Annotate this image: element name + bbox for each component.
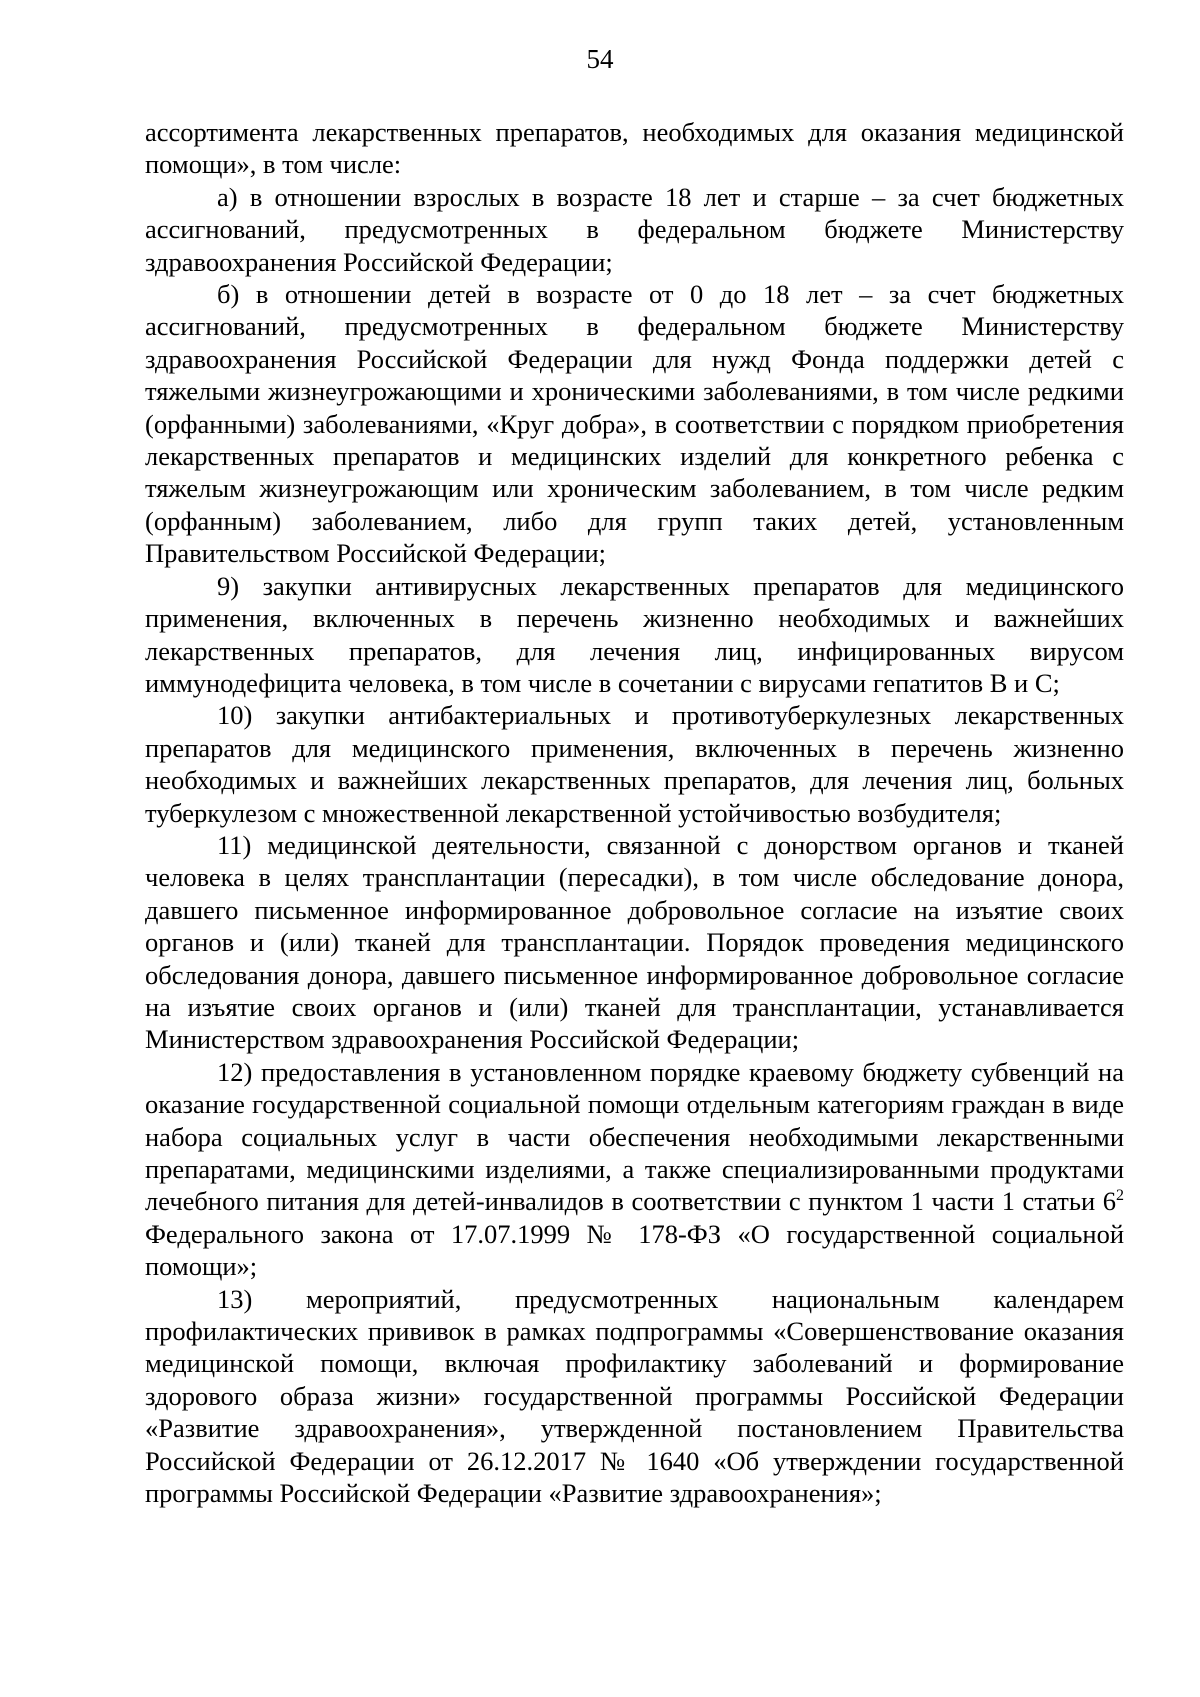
superscript-article-index: 2 <box>1116 1187 1124 1205</box>
paragraph-item-a: а) в отношении взрослых в возрасте 18 лет и старше – за счет бюджетных ассигнований, предусмотренных в федеральном бюджете Министерству здравоохранения Российской Федерации; <box>145 181 1124 277</box>
paragraph-item-10: 10) закупки антибактериальных и противотуберкулезных лекарственных препаратов для медицинского применения, включенных в перечень жизненно необходимых и важнейших лекарственных препаратов, для лечения лиц, больных туберкулезом с множественной лекарственной устойчивостью возбудителя; <box>145 700 1124 828</box>
paragraph-item-11: 11) медицинской деятельности, связанной с донорством органов и тканей человека в целях трансплантации (пересадки), в том числе обследование донора, давшего письменное информированное добровольное согласие на изъятие своих органов и (или) тканей для трансплантации. Порядок проведения медицинского обследования донора, давшего письменное информированное добровольное согласие на изъятие своих органов и (или) тканей для трансплантации, устанавливается Министерством здравоохранения Российской Федерации; <box>145 829 1124 1055</box>
paragraph-item-13: 13) мероприятий, предусмотренных национальным календарем профилактических прививок в рамках подпрограммы «Совершенствование оказания медицинской помощи, включая профилактику заболеваний и формирование здорового образа жизни» государственной программы Российской Федерации «Развитие здравоохранения», утвержденной постановлением Правительства Российской Федерации от 26.12.2017 № 1640 «Об утверждении государственной программы Российской Федерации «Развитие здравоохранения»; <box>145 1283 1124 1509</box>
document-body <box>145 116 1124 1509</box>
page-number: 54 <box>586 44 614 74</box>
paragraph-item-12-text-end: Федерального закона от 17.07.1999 № 178-ФЗ «О государственной социальной помощи»; <box>145 1218 1124 1282</box>
paragraph-item-12-text-start: 12) предоставления в установленном порядке краевому бюджету субвенций на оказание государственной социальной помощи отдельным категориям граждан в виде набора социальных услуг в части обеспечения необходимыми лекарственными препаратами, медицинскими изделиями, а также специализированными продуктами лечебного питания для детей-инвалидов в соответствии с пунктом 1 части 1 статьи 6 <box>145 1056 1124 1217</box>
paragraph-item-9: 9) закупки антивирусных лекарственных препаратов для медицинского применения, включенных в перечень жизненно необходимых и важнейших лекарственных препаратов, для лечения лиц, инфицированных вирусом иммунодефицита человека, в том числе в сочетании с вирусами гепатитов B и C; <box>145 570 1124 698</box>
paragraph-item-12 <box>145 1056 1124 1283</box>
paragraph-intro: ассортимента лекарственных препаратов, необходимых для оказания медицинской помощи», в том числе: <box>145 117 1124 180</box>
paragraph-item-b: б) в отношении детей в возрасте от 0 до 18 лет – за счет бюджетных ассигнований, предусмотренных в федеральном бюджете Министерству здравоохранения Российской Федерации для нужд Фонда поддержки детей с тяжелыми жизнеугрожающими и хроническими заболеваниями, в том числе редкими (орфанными) заболеваниями, «Круг добра», в соответствии с порядком приобретения лекарственных препаратов и медицинских изделий для конкретного ребенка с тяжелым жизнеугрожающим или хроническим заболеванием, в том числе редким (орфанным) заболеванием, либо для групп таких детей, установленным Правительством Российской Федерации; <box>145 279 1124 569</box>
